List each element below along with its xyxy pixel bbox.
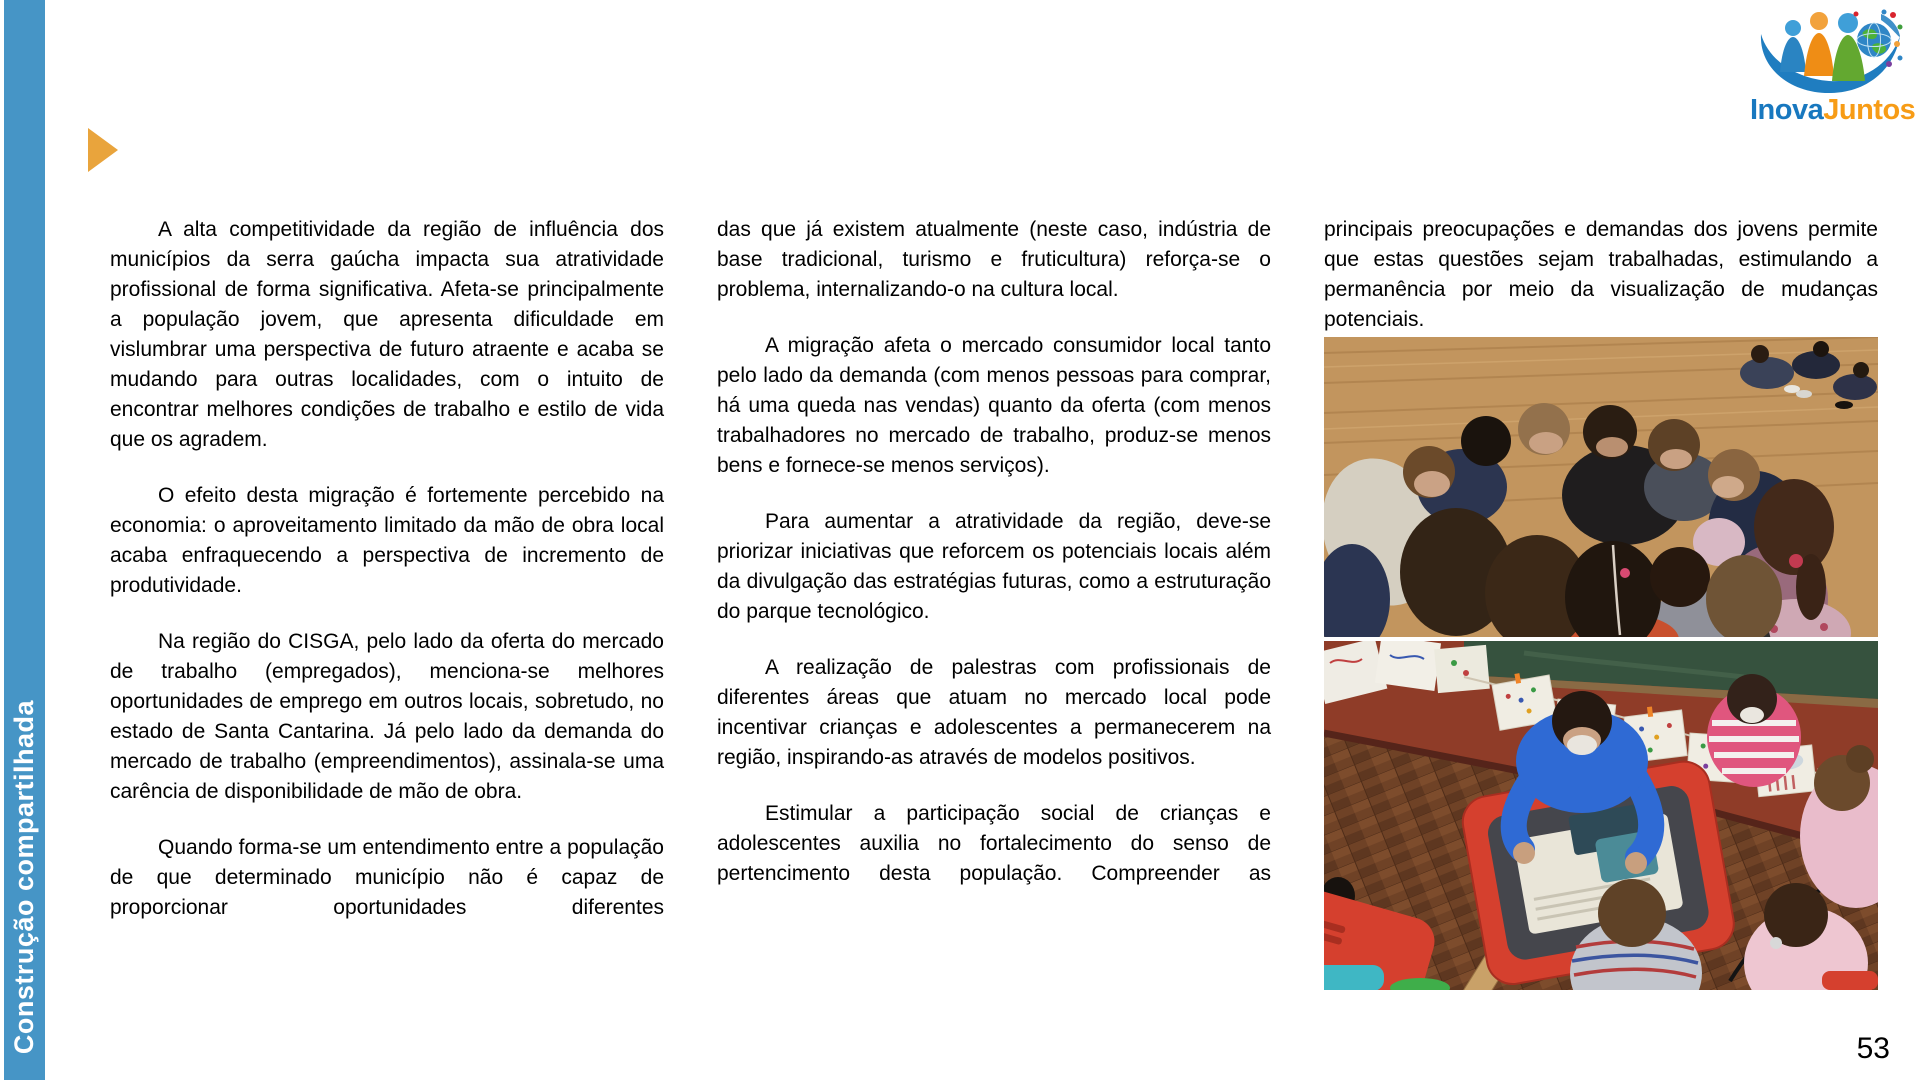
paragraph: principais preocupações e demandas dos jovens permite que estas questões sejam trabalhadas, estimulando a permanência por meio da visualização de mudanças potenciais. bbox=[1324, 218, 1878, 331]
text-column-3 bbox=[1324, 215, 1878, 990]
paragraph: Estimular a participação social de crianças e adolescentes auxilia no fortalecimento do senso de pertencimento desta população. Compreender as bbox=[717, 802, 1271, 885]
section-marker-triangle-icon bbox=[88, 128, 118, 172]
paragraph: das que já existem atualmente (neste caso, indústria de base tradicional, turismo e fruticultura) reforça-se o problema, internalizando-o na cultura local. bbox=[717, 218, 1271, 301]
logo-text-juntos: Juntos bbox=[1823, 94, 1916, 126]
inovajuntos-logo-icon bbox=[1753, 6, 1903, 98]
photo-children-activity-table bbox=[1324, 641, 1878, 990]
paragraph: Na região do CISGA, pelo lado da oferta do mercado de trabalho (empregados), menciona-se melhores oportunidades de emprego em outros locais, sobretudo, no estado de Santa Cantarina. Já pelo lado da demanda do mercado de trabalho (empreendimentos), assinala-se uma carência de disponibilidade de mão de obra. bbox=[110, 630, 664, 803]
logo-person-blue bbox=[1785, 20, 1801, 36]
logo-text-inova: Inova bbox=[1750, 94, 1824, 126]
inovajuntos-logo-text bbox=[1750, 94, 1916, 126]
page-number: 53 bbox=[1856, 1032, 1890, 1065]
inovajuntos-logo bbox=[1750, 6, 1916, 126]
text-column-1 bbox=[110, 215, 664, 990]
paragraph: Para aumentar a atratividade da região, deve-se priorizar iniciativas que reforcem os potenciais locais além da divulgação das estratégias futuras, como a estruturação do parque tecnológico. bbox=[717, 510, 1271, 623]
paragraph: A realização de palestras com profissionais de diferentes áreas que atuam no mercado local pode incentivar crianças e adolescentes a permanecerem na região, inspirando-as através de modelos positivos. bbox=[717, 656, 1271, 769]
photo-children-huddle bbox=[1324, 337, 1878, 637]
photo-stack bbox=[1324, 337, 1878, 990]
text-column-2 bbox=[717, 215, 1271, 990]
sidebar-section-label: Construção compartilhada bbox=[9, 699, 39, 1054]
paragraph: O efeito desta migração é fortemente percebido na economia: o aproveitamento limitado da mão de obra local acaba enfraquecendo a perspectiva de incremento de produtividade. bbox=[110, 484, 664, 597]
logo-person-orange bbox=[1810, 12, 1828, 30]
paragraph: A alta competitividade da região de influência dos municípios da serra gaúcha impacta sua atratividade profissional de forma significativa. Afeta-se principalmente a população jovem, que apresenta dificuldade em vislumbrar uma perspectiva de futuro atraente e acaba se mudando para outras localidades, com o intuito de encontrar melhores condições de trabalho e estilo de vida que os agradem. bbox=[110, 218, 664, 451]
paragraph: Quando forma-se um entendimento entre a população de que determinado município não é capaz de proporcionar oportunidades diferentes bbox=[110, 836, 664, 919]
globe-icon bbox=[1857, 23, 1891, 57]
sidebar-band bbox=[4, 0, 45, 1080]
text-columns bbox=[110, 215, 1878, 990]
paragraph: A migração afeta o mercado consumidor local tanto pelo lado da demanda (com menos pessoas para comprar, há uma queda nas vendas) quanto da oferta (com menos trabalhadores no mercado de trabalho, produz-se menos bens e fornece-se menos serviços). bbox=[717, 334, 1271, 477]
